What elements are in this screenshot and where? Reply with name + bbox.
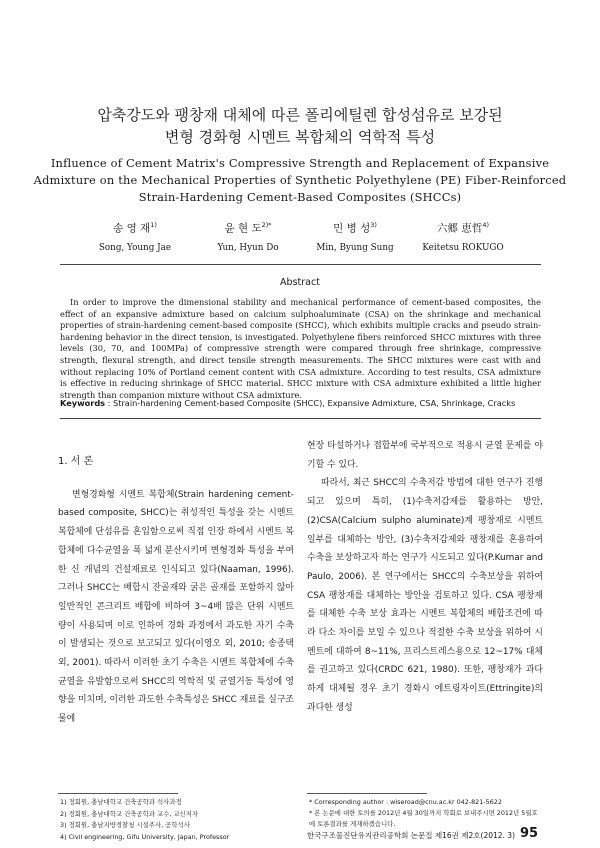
- abstract-heading: Abstract: [280, 277, 320, 288]
- journal-footer: 한국구조물진단유지관리공학회 논문집 제16권 제2호(2012. 3): [306, 831, 515, 840]
- footnotes-left: [60, 797, 296, 844]
- paragraph: 따라서, 최근 SHCC의 수축저감 방법에 대한 연구가 진행되고 있으며 특히, (1)수축저감제를 활용하는 방안, (2)CSA(Calcium sulpho aluminate)계 팽창재로 시멘트 일부를 대체하는 방안, (3)수축저감제와 팽창재를 혼용하여 수축을 보상하고자 하는 연구가 시도되고 있다(P.Kumar and Paulo, 2006). 본 연구에서는 SHCC의 수축보상을 위하여 CSA 팽창재를 대체하는 방안을 검토하고 있다. CSA 팽창재를 대체한 수축 보상 효과는 시멘트 복합체의 배합조건에 따라 다소 차이를 보일 수 있으나 적절한 수축 보상을 위하여 시멘트에 대하여 8~11%, 프리스트레스용으로 12~17% 대체를 권고하고 있다(CRDC 621, 1980). 또한, 팽창재가 과다하게 대체될 경우 초기 경화시 에트링자이트(Ettringite)의 과다한 생성: [307, 478, 543, 713]
- author-2-korean-name: 윤 현 도: [224, 222, 262, 235]
- author-4-english-name: Keitetsu ROKUGO: [422, 242, 504, 253]
- author-2-english-name: Yun, Hyun Do: [217, 242, 279, 253]
- keywords-text: Strain-hardening Cement-based Composite (SHCC), Expansive Admixture, CSA, Shrinkage, Cracks: [113, 398, 516, 408]
- footnote-rule-right: [307, 793, 427, 794]
- author-4-affiliation-mark: 4): [482, 221, 489, 229]
- section-heading: 1. 서 론: [58, 456, 94, 467]
- keywords: Keywords : Strain-hardening Cement-based Composite (SHCC), Expansive Admixture, CSA, Shrinkage, Cracks: [60, 398, 516, 408]
- author-2-affiliation-mark: 2)*: [261, 221, 272, 229]
- english-title: [0, 155, 600, 206]
- abstract-text: In order to improve the dimensional stability and mechanical performance of cement-based composites, the effect of an expansive admixture based on calcium sulphoaluminate (CSA) on the shrinkage and mechanical properties of strain-hardening cement-based composite (SHCC), which exhibits multiple cracks and pseudo strain-hardening behavior in the direct tension, is investigated. Polyethylene fibers reinforced SHCC mixtures with three levels (30, 70, and 100MPa) of compressive strength were compared through free shrinkage, compressive strength, flexural strength, and direct tensile strength measurements. The SHCC mixtures were cast with and without replacing 10% of Portland cement content with CSA admixture. According to test results, CSA admixture is effective in reducing shrinkage of SHCC material. SHCC mixture with CSA admixture exhibited a little higher strength than companion mixture without CSA admixture.: [60, 297, 541, 400]
- author-4: [408, 218, 518, 255]
- author-4-korean-name: 六郷 恵哲: [436, 222, 483, 235]
- footnotes-right: [309, 797, 543, 830]
- footnote: 4) Civil engineering, Gifu University, Japan, Professor: [60, 833, 230, 842]
- abstract-top-rule: [60, 264, 541, 265]
- abstract-bottom-rule: [60, 418, 541, 419]
- author-1: [80, 218, 190, 255]
- left-column: [58, 447, 294, 729]
- author-1-affiliation-mark: 1): [150, 221, 157, 229]
- paragraph: 변형경화형 시멘트 복합체(Strain hardening cement-based composite, SHCC)는 취성적인 특성을 갖는 시멘트 복합체에 단섬유를 혼입함으로써 직접 인장 하에서 시멘트 복합체에 다수균열을 폭 넓게 분산시키며 변형경화 특성을 부여한 신 개념의 건설재료로 인식되고 있다(Naaman, 1996). 그러나 SHCC는 배합시 잔골재와 굵은 골재를 포함하지 않아 일반적인 콘크리트 배합에 비하여 3~4배 많은 단위 시멘트 량이 사용되며 이로 인하여 경화 과정에서 과도한 자기 수축이 발생되는 것으로 보고되고 있다(이영오 외, 2010; 송종택 외, 2001). 따라서 이러한 초기 수축은 시멘트 복합체에 수축 균열을 유발함으로써 SHCC의 역학적 및 균열거동 특성에 영향을 미치며, 이러한 과도한 수축특성은 SHCC 재료를 실구조물에: [58, 489, 294, 725]
- footnote: * Corresponding author : wiseroad@cnu.ac.kr 042-821-5622: [309, 798, 502, 806]
- korean-title: [0, 104, 600, 148]
- author-3-korean-name: 민 병 성: [333, 222, 371, 235]
- author-1-korean-name: 송 영 재: [113, 222, 151, 235]
- english-title-line-3: Strain-Hardening Cement-Based Composites (SHCCs): [138, 190, 462, 204]
- korean-title-line-1: 압축강도와 팽창재 대체에 따른 폴리에틸렌 합성섬유로 보강된: [97, 106, 503, 124]
- footnote-rule-left: [58, 793, 178, 794]
- footnote: * 본 논문에 대한 토의를 2012년 4월 30일까지 학회로 보내주시면 2012년 5월호에 토론결과를 게재하겠습니다.: [309, 809, 538, 828]
- author-2: [193, 218, 303, 255]
- english-title-line-1: Influence of Cement Matrix's Compressive Strength and Replacement of Expansive: [50, 156, 550, 170]
- footnote: 1) 정회원, 충남대학교 건축공학과 석사과정: [60, 798, 182, 806]
- author-3-affiliation-mark: 3): [370, 221, 377, 229]
- keywords-label: Keywords: [60, 398, 106, 408]
- footnote: 3) 정회원, 충남지방경찰청 시설주사, 공학석사: [60, 821, 190, 830]
- author-3-english-name: Min, Byung Sung: [316, 242, 394, 253]
- english-title-line-2: Admixture on the Mechanical Properties of Synthetic Polyethylene (PE) Fiber-Reinforced: [33, 173, 567, 187]
- footnote: 2) 정회원, 충남대학교 건축공학과 교수, 교신저자: [60, 809, 199, 818]
- right-column: [307, 437, 543, 718]
- author-3: [300, 218, 410, 255]
- author-1-english-name: Song, Young Jae: [98, 242, 172, 253]
- page-number: 95: [520, 826, 539, 841]
- korean-title-line-2: 변형 경화형 시멘트 복합체의 역학적 특성: [164, 128, 436, 146]
- paragraph: 현장 타설하거나 접합부에 국부적으로 적용시 균열 문제를 야기할 수 있다.: [307, 441, 543, 470]
